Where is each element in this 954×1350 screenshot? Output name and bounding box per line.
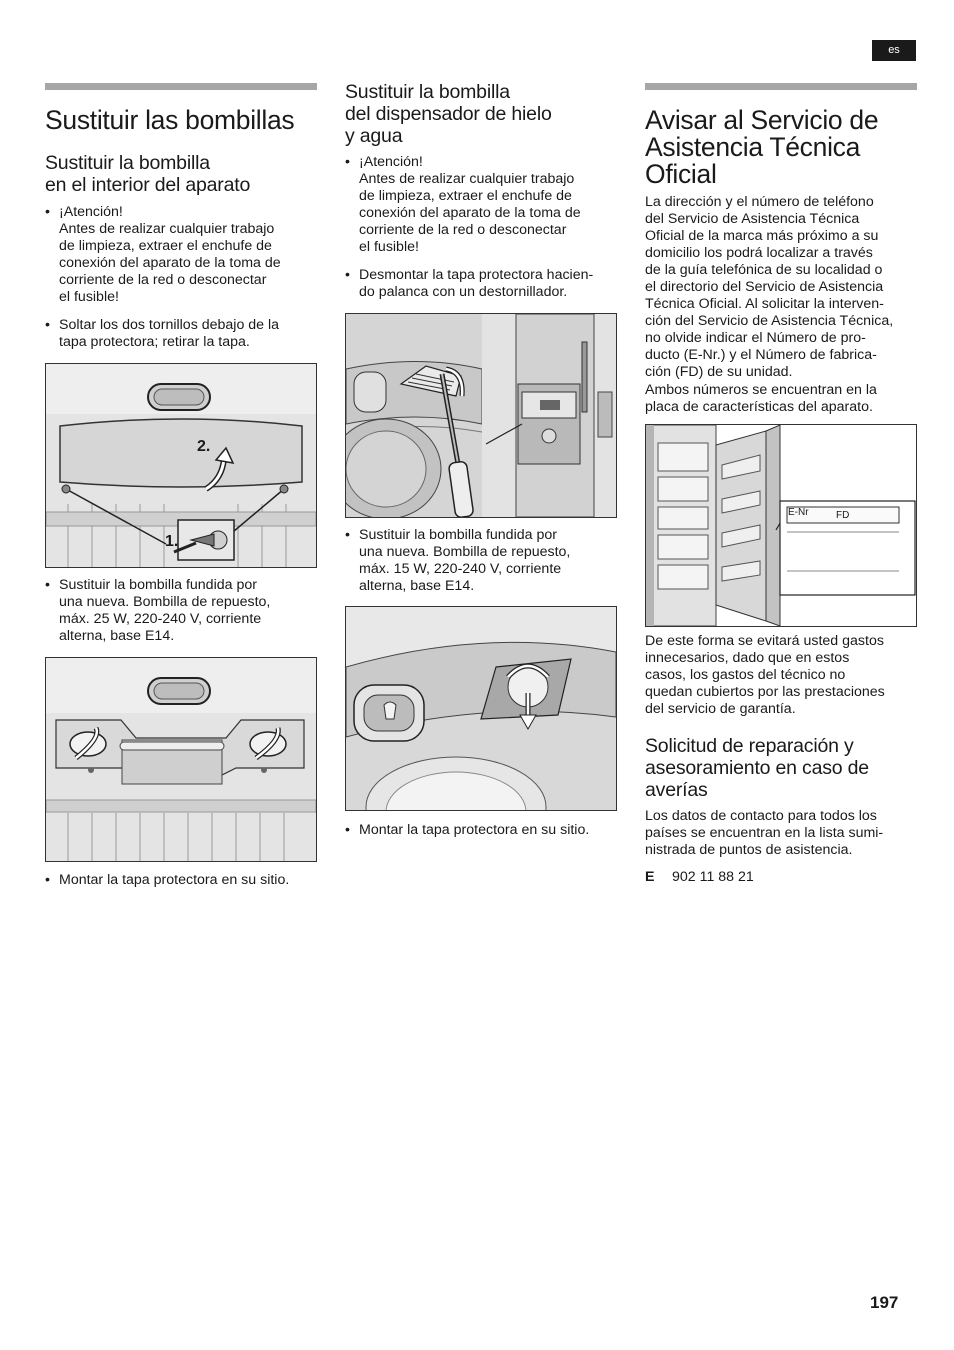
section-rule bbox=[645, 83, 917, 90]
text-line: del Servicio de Asistencia Técnica bbox=[645, 211, 860, 227]
figure-step-label: 1. bbox=[165, 533, 179, 550]
text-line: Técnica Oficial. Al solicitar la interven- bbox=[645, 296, 884, 312]
text-line: Antes de realizar cualquier trabajo bbox=[59, 221, 275, 237]
text-line: una nueva. Bombilla de repuesto, bbox=[59, 594, 271, 610]
title-line: del dispensador de hielo bbox=[345, 103, 552, 125]
text-line: Antes de realizar cualquier trabajo bbox=[359, 171, 575, 187]
text-line: conexión del aparato de la toma de bbox=[59, 255, 281, 271]
text-line: Los datos de contacto para todos los bbox=[645, 808, 877, 824]
phone-number: 902 11 88 21 bbox=[672, 869, 754, 885]
instruction-bullet bbox=[345, 822, 631, 839]
subtitle-line: Sustituir la bombilla bbox=[45, 152, 210, 174]
text-line: máx. 25 W, 220-240 V, corriente bbox=[59, 611, 262, 627]
title-line: Oficial bbox=[645, 159, 717, 189]
subtitle-repair-request bbox=[645, 735, 935, 801]
text-line: no olvide indicar el Número de pro- bbox=[645, 330, 866, 346]
warning-bullet bbox=[45, 204, 331, 306]
text-line: tapa protectora; retirar la tapa. bbox=[59, 334, 250, 350]
text-line: corriente de la red o desconectar bbox=[359, 222, 567, 238]
text-line: conexión del aparato de la toma de bbox=[359, 205, 581, 221]
text-line: de limpieza, extraer el enchufe de bbox=[359, 188, 572, 204]
text-line: Soltar los dos tornillos debajo de la bbox=[59, 317, 280, 333]
text-line: innecesarios, dado que en estos bbox=[645, 650, 850, 666]
text-line: Sustituir la bombilla fundida por bbox=[59, 577, 257, 593]
text-line: casos, los gastos del técnico no bbox=[645, 667, 846, 683]
language-tag: es bbox=[872, 40, 916, 61]
warning-label: ¡Atención! bbox=[59, 204, 123, 220]
text-line: ducto (E-Nr.) y el Número de fabrica- bbox=[645, 347, 877, 363]
text-line: del servicio de garantía. bbox=[645, 701, 796, 717]
text-line: ción (FD) de su unidad. bbox=[645, 364, 793, 380]
instruction-bullet bbox=[45, 577, 331, 645]
section-title-dispenser-bulb bbox=[345, 81, 625, 147]
text-line: domicilio los podrá localizar a través bbox=[645, 245, 873, 261]
plate-label-fd: FD bbox=[836, 510, 850, 521]
text-line: una nueva. Bombilla de repuesto, bbox=[359, 544, 571, 560]
text-line: Montar la tapa protectora en su sitio. bbox=[59, 872, 290, 888]
text-line: Ambos números se encuentran en la bbox=[645, 382, 877, 398]
text-line: el fusible! bbox=[359, 239, 419, 255]
warning-label: ¡Atención! bbox=[359, 154, 423, 170]
warning-bullet bbox=[345, 154, 631, 256]
country-code: E bbox=[645, 869, 655, 885]
text-line: placa de características del aparato. bbox=[645, 399, 873, 415]
section-title-technical-service bbox=[645, 107, 935, 188]
text-line: De este forma se evitará usted gastos bbox=[645, 633, 884, 649]
figure-remove-cover bbox=[45, 363, 317, 568]
plate-label-enr: E-Nr bbox=[788, 507, 809, 518]
text-line: Montar la tapa protectora en su sitio. bbox=[359, 822, 590, 838]
text-line: Desmontar la tapa protectora hacien- bbox=[359, 267, 594, 283]
section-rule bbox=[45, 83, 317, 90]
text-line: Oficial de la marca más próximo a su bbox=[645, 228, 879, 244]
title-line: y agua bbox=[345, 125, 403, 147]
paragraph-avoid-costs bbox=[645, 633, 925, 718]
instruction-bullet bbox=[45, 317, 331, 351]
text-line: La dirección y el número de teléfono bbox=[645, 194, 874, 210]
text-line: de la guía telefónica de su localidad o bbox=[645, 262, 883, 278]
subtitle-interior-bulb bbox=[45, 152, 325, 196]
text-line: países se encuentran en la lista sumi- bbox=[645, 825, 884, 841]
text-line: alterna, base E14. bbox=[359, 578, 475, 594]
title-line: Sustituir la bombilla bbox=[345, 81, 510, 103]
text-line: corriente de la red o desconectar bbox=[59, 272, 267, 288]
title-line: Asistencia Técnica bbox=[645, 132, 861, 162]
text-line: el fusible! bbox=[59, 289, 119, 305]
paragraph-service-contact bbox=[645, 194, 925, 381]
text-line: de limpieza, extraer el enchufe de bbox=[59, 238, 272, 254]
figure-pry-cover bbox=[345, 313, 617, 518]
subtitle-line: en el interior del aparato bbox=[45, 174, 251, 196]
text-line: quedan cubiertos por las prestaciones bbox=[645, 684, 885, 700]
text-line: máx. 15 W, 220-240 V, corriente bbox=[359, 561, 562, 577]
title-line: averías bbox=[645, 779, 708, 801]
service-phone bbox=[645, 869, 754, 886]
text-line: Sustituir la bombilla fundida por bbox=[359, 527, 557, 543]
text-line: el directorio del Servicio de Asistencia bbox=[645, 279, 884, 295]
figure-replace-interior-bulbs bbox=[45, 657, 317, 862]
instruction-bullet bbox=[345, 527, 631, 595]
text-line: alterna, base E14. bbox=[59, 628, 175, 644]
figure-rating-plate bbox=[645, 424, 917, 627]
paragraph-rating-plate bbox=[645, 382, 925, 416]
title-line: asesoramiento en caso de bbox=[645, 757, 869, 779]
figure-replace-dispenser-bulb bbox=[345, 606, 617, 811]
paragraph-contact-list bbox=[645, 808, 925, 859]
page-number: 197 bbox=[870, 1293, 899, 1312]
text-line: do palanca con un destornillador. bbox=[359, 284, 568, 300]
section-title-bulbs: Sustituir las bombillas bbox=[45, 105, 295, 135]
instruction-bullet bbox=[345, 267, 631, 301]
title-line: Avisar al Servicio de bbox=[645, 105, 879, 135]
instruction-bullet bbox=[45, 872, 331, 889]
text-line: ción del Servicio de Asistencia Técnica, bbox=[645, 313, 894, 329]
text-line: nistrada de puntos de asistencia. bbox=[645, 842, 853, 858]
figure-step-label: 2. bbox=[197, 438, 211, 455]
title-line: Solicitud de reparación y bbox=[645, 735, 854, 757]
